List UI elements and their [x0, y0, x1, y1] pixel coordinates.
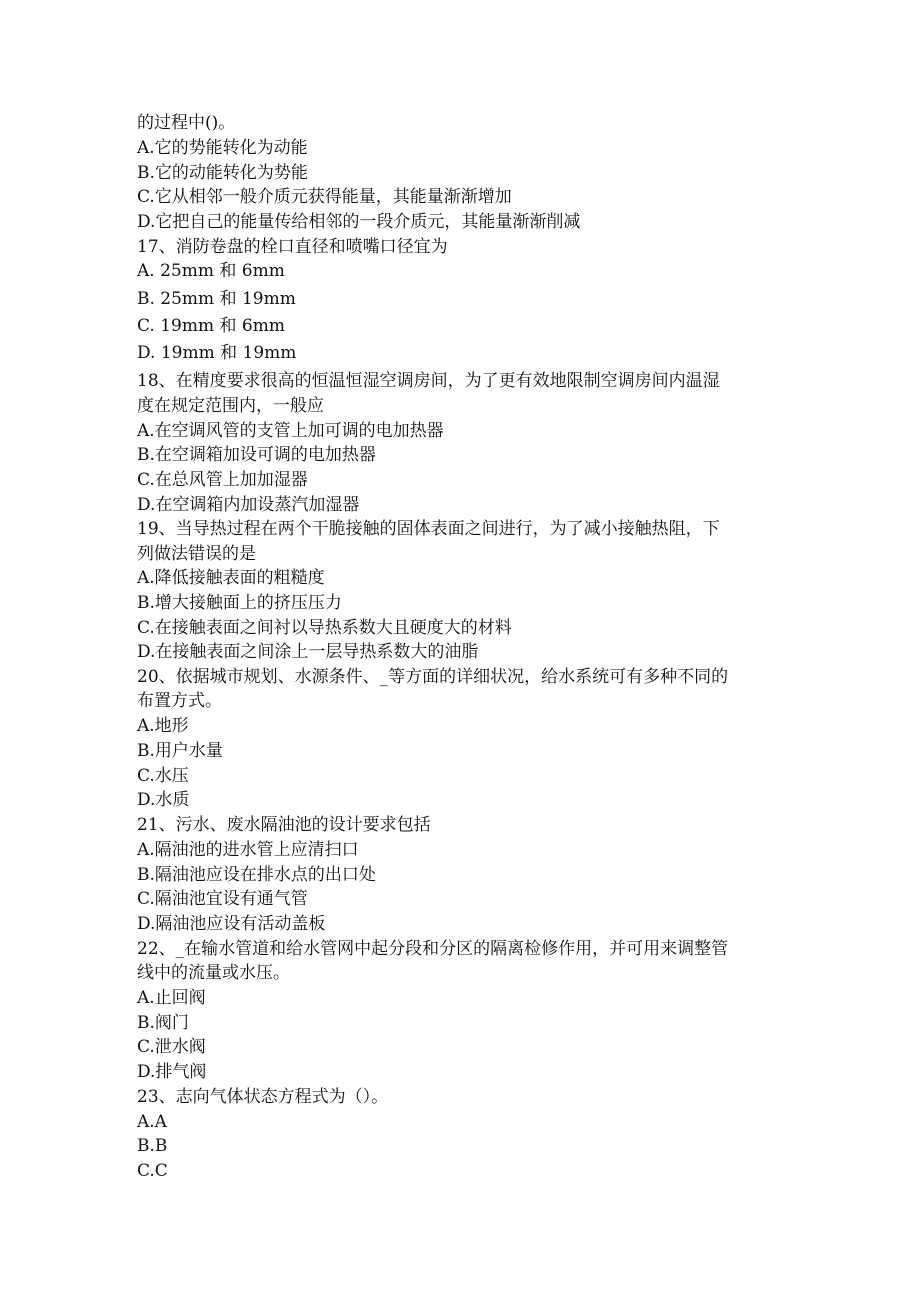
question-line: 布置方式。 [137, 691, 222, 711]
option-line: A.地形 [137, 716, 189, 736]
option-line: D.排气阀 [137, 1062, 207, 1082]
option-line: D. 19mm 和 19mm [137, 343, 297, 363]
option-line: C.在总风管上加加湿器 [137, 470, 308, 490]
question-line: 线中的流量或水压。 [137, 963, 290, 983]
option-line: D.隔油池应设有活动盖板 [137, 914, 326, 934]
option-line: C.水压 [137, 766, 189, 786]
question-line: 20、依据城市规划、水源条件、_等方面的详细状况，给水系统可有多种不同的 [137, 667, 729, 687]
option-line: A. 25mm 和 6mm [137, 261, 285, 281]
option-line: D.在空调箱内加设蒸汽加湿器 [137, 495, 360, 515]
option-line: A.隔油池的进水管上应清扫口 [137, 840, 359, 860]
option-line: B.增大接触面上的挤压压力 [137, 593, 342, 613]
option-line: B.在空调箱加设可调的电加热器 [137, 445, 376, 465]
question-line: 19、当导热过程在两个干脆接触的固体表面之间进行，为了减小接触热阻，下 [137, 519, 720, 539]
option-line: A.降低接触表面的粗糙度 [137, 568, 325, 588]
option-line: D.它把自己的能量传给相邻的一段介质元，其能量渐渐削减 [137, 212, 581, 232]
option-line: C.它从相邻一般介质元获得能量，其能量渐渐增加 [137, 187, 512, 207]
option-line: B. 25mm 和 19mm [137, 289, 296, 309]
option-line: D.水质 [137, 790, 190, 810]
option-line: A.止回阀 [137, 988, 206, 1008]
option-line: C.隔油池宜设有通气管 [137, 889, 308, 909]
option-line: B.它的动能转化为势能 [137, 163, 308, 183]
question-line: 23、志向气体状态方程式为（）。 [137, 1087, 389, 1107]
option-line: B.用户水量 [137, 741, 223, 761]
option-line: C.在接触表面之间衬以导热系数大且硬度大的材料 [137, 618, 512, 638]
option-line: A.A [137, 1112, 167, 1132]
text-line: 的过程中()。 [137, 113, 236, 133]
question-line: 列做法错误的是 [137, 544, 256, 564]
option-line: A.在空调风管的支管上加可调的电加热器 [137, 421, 444, 441]
option-line: C. 19mm 和 6mm [137, 316, 285, 336]
option-line: C.泄水阀 [137, 1037, 206, 1057]
option-line: B.阀门 [137, 1013, 189, 1033]
question-line: 度在规定范围内，一般应 [137, 396, 324, 416]
question-line: 21、污水、废水隔油池的设计要求包括 [137, 815, 431, 835]
question-line: 22、_在输水管道和给水管网中起分段和分区的隔离检修作用，并可用来调整管 [137, 939, 729, 959]
option-line: B.隔油池应设在排水点的出口处 [137, 865, 376, 885]
question-line: 17、消防卷盘的栓口直径和喷嘴口径宜为 [137, 237, 448, 257]
option-line: D.在接触表面之间涂上一层导热系数大的油脂 [137, 642, 479, 662]
question-line: 18、在精度要求很高的恒温恒湿空调房间，为了更有效地限制空调房间内温湿 [137, 371, 720, 391]
option-line: C.C [137, 1161, 168, 1181]
option-line: A.它的势能转化为动能 [137, 138, 308, 158]
option-line: B.B [137, 1136, 168, 1156]
